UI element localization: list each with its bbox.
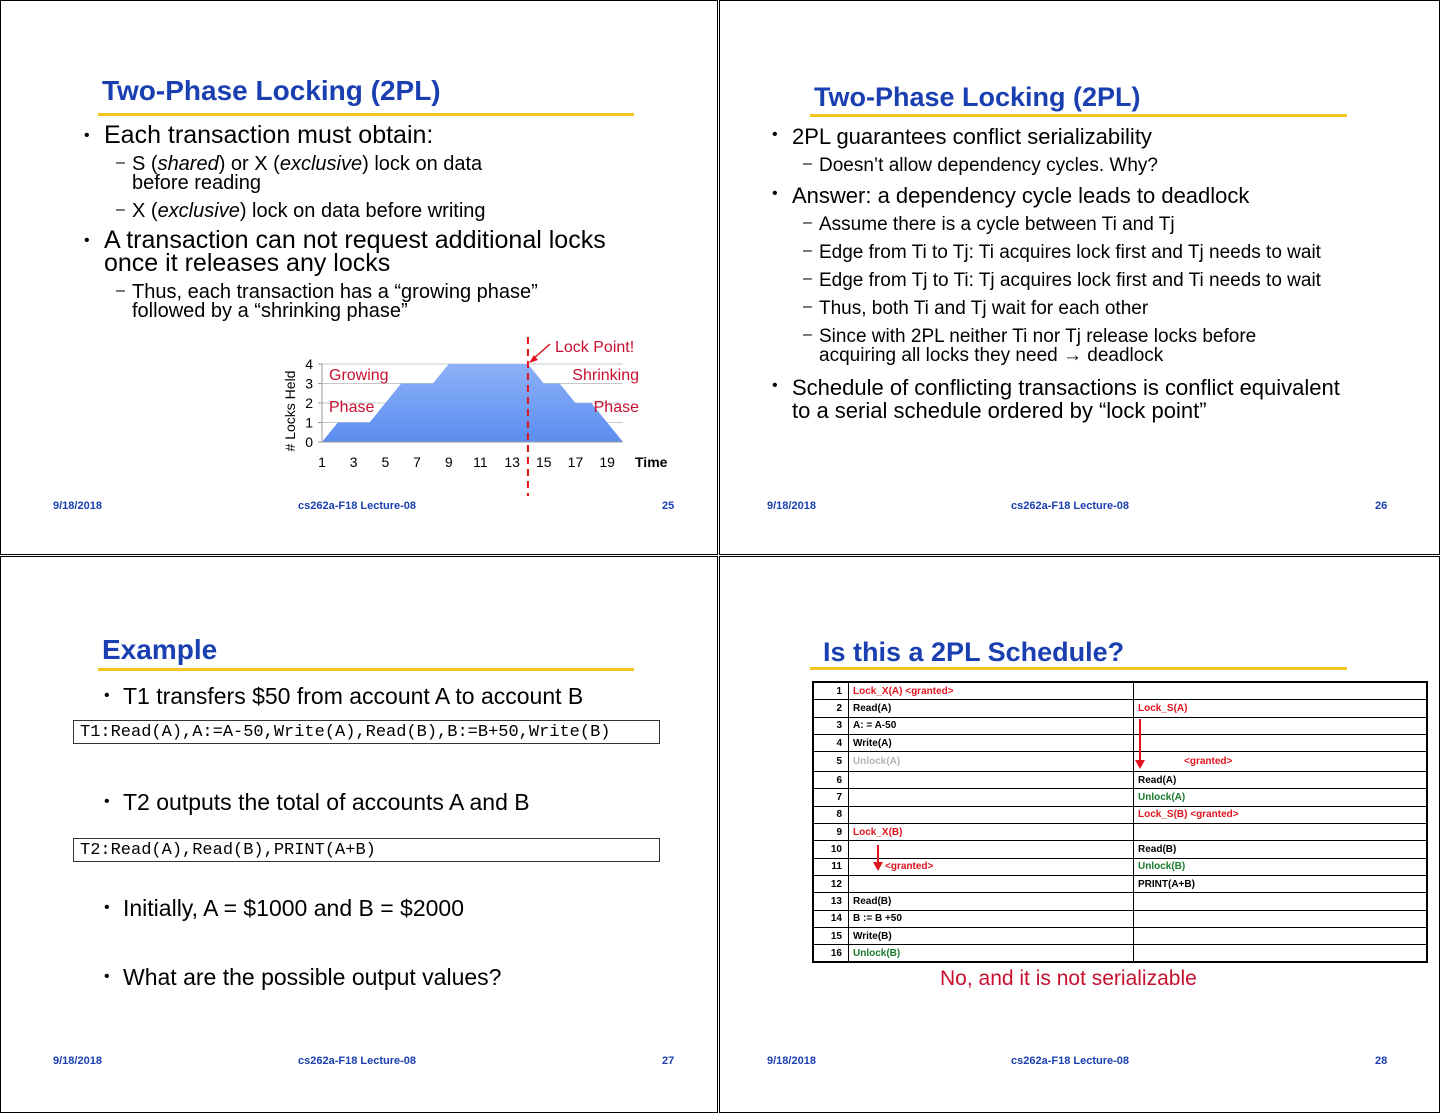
title-underline	[810, 114, 1347, 117]
y-tick-label: 2	[305, 395, 313, 411]
slide-title: Two-Phase Locking (2PL)	[814, 82, 1141, 112]
t2-cell	[1134, 927, 1428, 944]
x-tick-label: 11	[473, 454, 488, 470]
sub-bullet-text: Since with 2PL neither Ti nor Tj release locks before	[819, 326, 1257, 347]
locks-held-chart	[1, 1, 718, 555]
slide-28	[719, 556, 1440, 1113]
sub-bullet-text: Assume there is a cycle between Ti and Tj	[819, 214, 1175, 235]
bullet-dot: •	[104, 687, 110, 704]
table-row	[813, 752, 1427, 772]
table-row	[813, 875, 1427, 892]
sub-bullet-dash: –	[803, 155, 812, 172]
t1-cell: <granted>	[849, 858, 1134, 875]
sub-bullet-text: Thus, each transaction has a “growing phase”	[132, 281, 538, 303]
bullet-text: to a serial schedule ordered by “lock point”	[792, 398, 1207, 423]
t1-cell: Unlock(A)	[849, 752, 1134, 772]
row-number: 4	[813, 734, 849, 751]
bullet-text: once it releases any locks	[104, 249, 391, 277]
table-row	[813, 789, 1427, 806]
page-number: 26	[1375, 500, 1388, 512]
sub-bullet-dash: –	[803, 298, 812, 315]
bullet-dot: •	[772, 126, 778, 143]
table-row	[813, 734, 1427, 751]
bullet-dot: •	[104, 793, 110, 810]
bullet-dot: •	[104, 899, 110, 916]
x-tick-label: 1	[318, 454, 326, 470]
sub-bullet-dash: –	[803, 326, 812, 343]
table-row	[813, 717, 1427, 734]
table-row	[813, 910, 1427, 927]
slide-26	[719, 0, 1440, 555]
title-underline	[810, 667, 1347, 670]
row-number: 5	[813, 752, 849, 772]
row-number: 10	[813, 841, 849, 858]
table-row	[813, 806, 1427, 823]
row-number: 6	[813, 772, 849, 789]
row-number: 8	[813, 806, 849, 823]
row-number: 2	[813, 700, 849, 717]
table-row	[813, 824, 1427, 841]
sub-bullet-dash: –	[803, 242, 812, 259]
t1-cell: Read(B)	[849, 893, 1134, 910]
sub-bullet-dash: –	[803, 214, 812, 231]
t1-cell	[849, 772, 1134, 789]
footer-date: 9/18/2018	[767, 1055, 816, 1067]
footer-course: cs262a-F18 Lecture-08	[298, 500, 417, 512]
t1-cell: B := B +50	[849, 910, 1134, 927]
row-number: 13	[813, 893, 849, 910]
bullet-dot: •	[84, 127, 90, 144]
sub-bullet-dash: –	[116, 154, 125, 171]
table-row	[813, 772, 1427, 789]
bullet-dot: •	[104, 968, 110, 985]
footer-date: 9/18/2018	[53, 500, 102, 512]
y-tick-label: 4	[305, 356, 313, 372]
row-number: 11	[813, 858, 849, 875]
y-tick-label: 0	[305, 434, 313, 450]
row-number: 14	[813, 910, 849, 927]
row-number: 1	[813, 682, 849, 700]
bullet-text: T1 transfers $50 from account A to account B	[123, 683, 584, 709]
schedule-table	[812, 681, 1428, 963]
title-underline	[98, 668, 634, 671]
t1-cell: Lock_X(B)	[849, 824, 1134, 841]
t2-cell	[1134, 910, 1428, 927]
phase-label-left: Phase	[329, 399, 375, 416]
t1-cell: A: = A-50	[849, 717, 1134, 734]
y-axis-label: # Locks Held	[282, 370, 298, 452]
page-number: 25	[662, 500, 675, 512]
t1-cell	[849, 806, 1134, 823]
table-row	[813, 700, 1427, 717]
t2-cell: Lock_S(A)	[1134, 700, 1428, 717]
row-number: 12	[813, 875, 849, 892]
table-row	[813, 858, 1427, 875]
t2-cell: Read(B)	[1134, 841, 1428, 858]
code-box-t1: T1:Read(A),A:=A-50,Write(A),Read(B),B:=B+50,Write(B)	[73, 720, 660, 744]
x-tick-label: 3	[349, 454, 358, 470]
footer-course: cs262a-F18 Lecture-08	[298, 1055, 417, 1067]
code-box-t2: T2:Read(A),Read(B),PRINT(A+B)	[73, 838, 660, 862]
t1-cell: Write(B)	[849, 927, 1134, 944]
bullet-dot: •	[772, 185, 778, 202]
x-tick-label: 17	[567, 454, 584, 470]
t1-cell: Write(A)	[849, 734, 1134, 751]
bullet-text: 2PL guarantees conflict serializability	[792, 124, 1152, 149]
sub-bullet-text: Doesn’t allow dependency cycles. Why?	[819, 155, 1159, 176]
bullet-dot: •	[772, 377, 778, 394]
x-tick-label: 15	[536, 454, 552, 470]
y-tick-label: 1	[305, 414, 313, 431]
page-number: 27	[662, 1055, 675, 1067]
bullet-text: Initially, A = $1000 and B = $2000	[123, 895, 465, 921]
t2-cell	[1134, 893, 1428, 910]
sub-bullet-dash: –	[116, 201, 125, 218]
y-tick-label: 3	[305, 375, 313, 392]
t2-cell	[1134, 824, 1428, 841]
sub-bullet-text: followed by a “shrinking phase”	[132, 300, 408, 322]
footer-date: 9/18/2018	[53, 1055, 102, 1067]
t1-cell: Unlock(B)	[849, 945, 1134, 963]
t2-cell: PRINT(A+B)	[1134, 875, 1428, 892]
row-number: 9	[813, 824, 849, 841]
table-row	[813, 841, 1427, 858]
growing-label: Growing	[329, 367, 389, 384]
shrinking-label: Shrinking	[572, 367, 639, 384]
x-tick-label: 5	[381, 454, 390, 470]
row-number: 15	[813, 927, 849, 944]
t1-cell: Read(A)	[849, 700, 1134, 717]
t2-cell	[1134, 945, 1428, 963]
bullet-text: Each transaction must obtain:	[104, 121, 434, 149]
t1-cell: Lock_X(A) <granted>	[849, 682, 1134, 700]
sub-bullet-dash: –	[116, 282, 125, 299]
lock-point-label: Lock Point!	[555, 339, 635, 356]
sub-bullet-text: Edge from Ti to Tj: Ti acquires lock first and Tj needs to wait	[819, 242, 1321, 263]
bullet-text: What are the possible output values?	[123, 964, 502, 990]
row-number: 3	[813, 717, 849, 734]
page-number: 28	[1375, 1055, 1388, 1067]
bullet-text: A transaction can not request additional locks	[104, 226, 606, 254]
row-number: 16	[813, 945, 849, 963]
sub-bullet-text: before reading	[132, 172, 261, 194]
footer-course: cs262a-F18 Lecture-08	[1011, 500, 1130, 512]
footer-date: 9/18/2018	[767, 500, 816, 512]
sub-bullet-text: acquiring all locks they need → deadlock	[819, 345, 1164, 366]
t2-cell: Unlock(B)	[1134, 858, 1428, 875]
sub-bullet-text: Edge from Tj to Ti: Tj acquires lock first and Ti needs to wait	[819, 270, 1321, 291]
t1-cell	[849, 789, 1134, 806]
t2-cell: Lock_S(B) <granted>	[1134, 806, 1428, 823]
row-number: 7	[813, 789, 849, 806]
conclusion-text: No, and it is not serializable	[940, 967, 1197, 990]
t2-cell	[1134, 734, 1428, 751]
sub-bullet-text: S (shared) or X (exclusive) lock on data	[132, 153, 483, 175]
bullet-dot: •	[84, 232, 90, 249]
bullet-text: T2 outputs the total of accounts A and B	[123, 789, 530, 815]
x-tick-label: 19	[599, 454, 615, 470]
t1-cell	[849, 841, 1134, 858]
sub-bullet-dash: –	[803, 270, 812, 287]
slide-title: Example	[102, 634, 218, 665]
x-axis-label: Time	[635, 454, 668, 470]
sub-bullet-text: X (exclusive) lock on data before writing	[132, 200, 486, 222]
bullet-text: Schedule of conflicting transactions is conflict equivalent	[792, 375, 1340, 400]
table-row	[813, 682, 1427, 700]
x-tick-label: 13	[504, 454, 520, 470]
table-row	[813, 927, 1427, 944]
x-tick-label: 7	[413, 454, 421, 470]
table-row	[813, 893, 1427, 910]
bullet-text: Answer: a dependency cycle leads to deadlock	[792, 183, 1250, 208]
footer-course: cs262a-F18 Lecture-08	[1011, 1055, 1130, 1067]
t2-cell: <granted>	[1134, 752, 1428, 772]
slide-title: Two-Phase Locking (2PL)	[102, 75, 441, 106]
x-tick-label: 9	[444, 454, 453, 470]
phase-label-right: Phase	[593, 399, 639, 416]
t1-cell	[849, 875, 1134, 892]
t2-cell	[1134, 717, 1428, 734]
slide-title: Is this a 2PL Schedule?	[823, 637, 1125, 667]
t2-cell: Unlock(A)	[1134, 789, 1428, 806]
t2-cell: Read(A)	[1134, 772, 1428, 789]
table-row	[813, 945, 1427, 963]
sub-bullet-text: Thus, both Ti and Tj wait for each other	[819, 298, 1149, 319]
slide-27	[0, 556, 718, 1113]
t2-cell	[1134, 682, 1428, 700]
slide-25	[0, 0, 718, 555]
